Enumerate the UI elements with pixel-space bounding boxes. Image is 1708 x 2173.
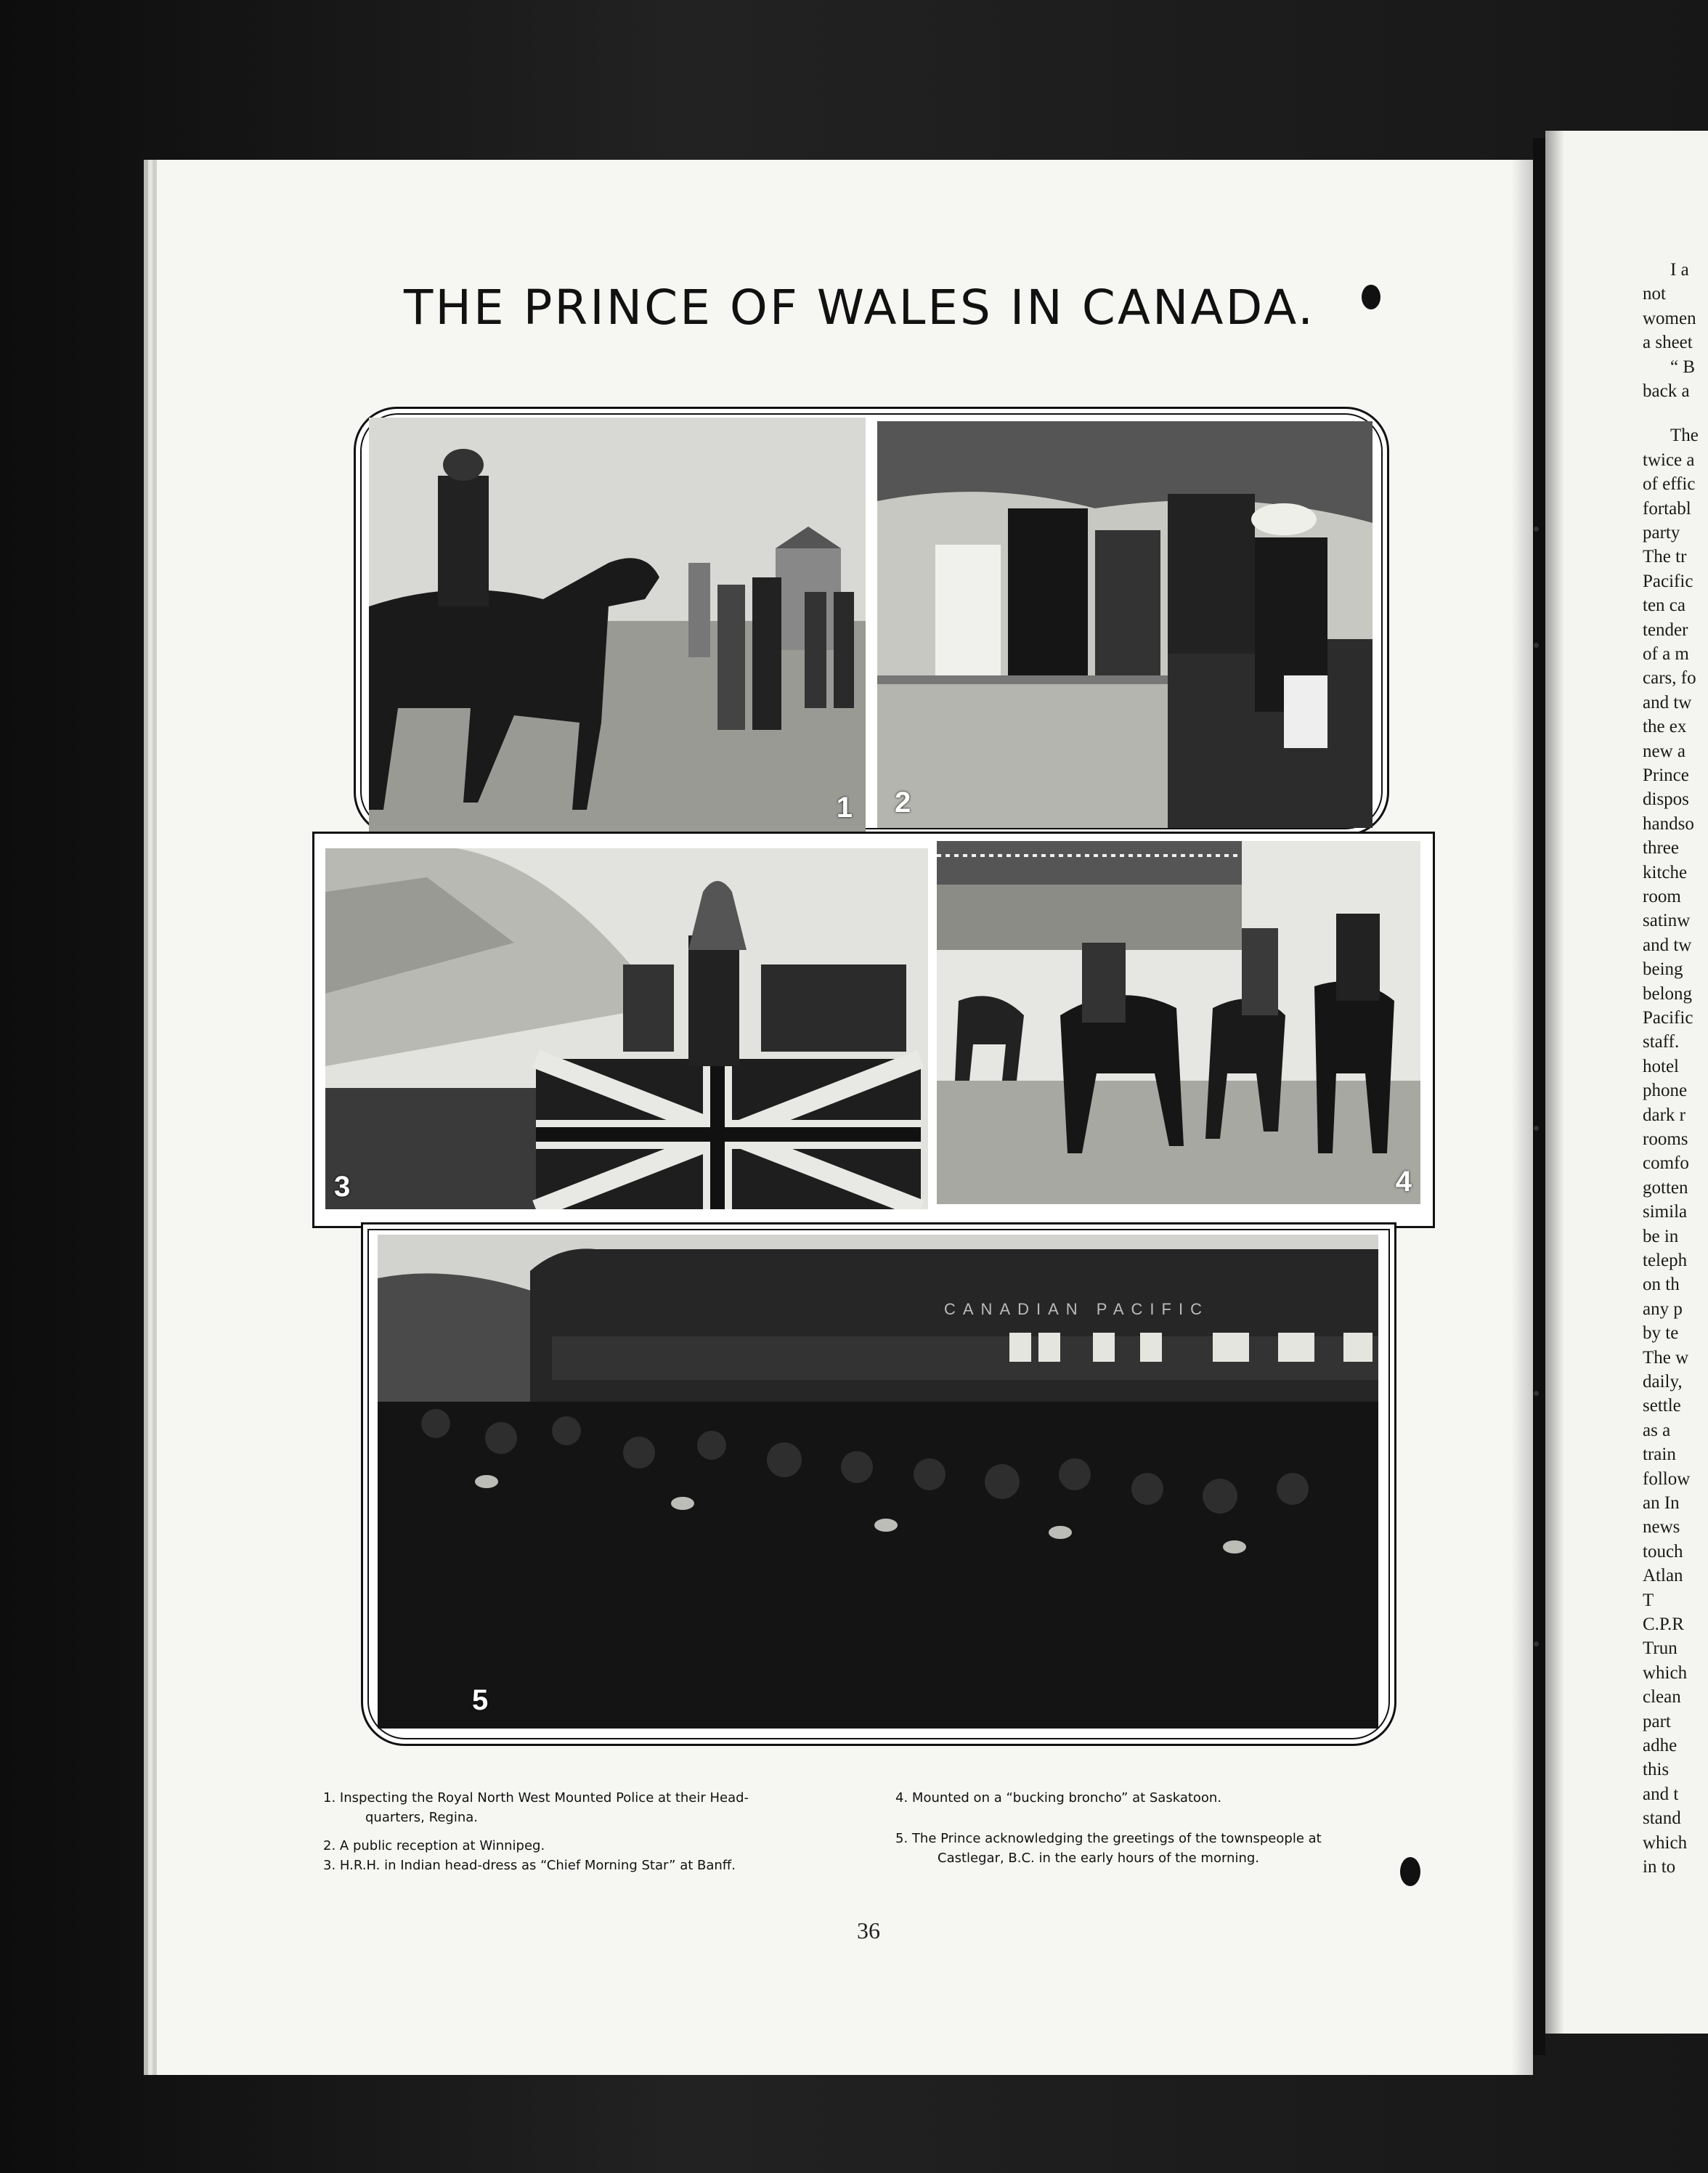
facing-page-line: as a <box>1643 1420 1671 1440</box>
caption-1-number: 1. <box>323 1790 336 1806</box>
facing-page-line: twice a <box>1643 450 1695 470</box>
facing-page-line: stand <box>1643 1808 1681 1829</box>
caption-5-line-1: The Prince acknowledging the greetings of the townspeople at <box>911 1831 1322 1846</box>
caption-2-text: A public reception at Winnipeg. <box>339 1838 545 1853</box>
facing-page-line: three <box>1643 838 1679 858</box>
photo-5-train-crowd <box>378 1235 1378 1729</box>
ink-blot <box>1400 1857 1420 1886</box>
facing-page-line: room <box>1643 887 1681 906</box>
facing-page-line: “ B <box>1670 357 1696 377</box>
caption-2-number: 2. <box>323 1838 336 1853</box>
facing-page-line: fortabl <box>1643 498 1691 519</box>
caption-1 <box>323 1788 875 1827</box>
facing-page-line: staff. <box>1643 1032 1680 1052</box>
caption-5 <box>895 1829 1447 1868</box>
facing-page-line: being <box>1643 959 1683 980</box>
margin-mark <box>1534 1126 1539 1131</box>
caption-4 <box>895 1788 1440 1808</box>
facing-page-line: which <box>1643 1832 1688 1853</box>
facing-page-line: this <box>1643 1760 1670 1780</box>
facing-page-line: women <box>1643 308 1696 328</box>
ink-blot <box>1362 285 1380 309</box>
caption-3 <box>323 1856 875 1875</box>
facing-page-line: Atlan <box>1643 1566 1683 1586</box>
facing-page-line: Pacific <box>1643 571 1693 591</box>
photo-1-number: 1 <box>836 792 853 824</box>
facing-page-line: train <box>1643 1445 1676 1465</box>
facing-page-line: news <box>1643 1517 1680 1538</box>
facing-page-line: cars, fo <box>1643 668 1696 689</box>
margin-mark <box>1534 643 1539 648</box>
facing-page-line: and tw <box>1643 692 1692 712</box>
caption-4-number: 4. <box>895 1790 908 1806</box>
margin-mark <box>1534 1641 1539 1646</box>
photo-4-bucking-broncho <box>937 841 1420 1204</box>
facing-page-line: C.P.R <box>1643 1614 1684 1634</box>
facing-page-line: simila <box>1643 1202 1688 1222</box>
page-title: THE PRINCE OF WALES IN CANADA. <box>404 280 1316 336</box>
caption-4-text: Mounted on a “bucking broncho” at Saskatoon. <box>911 1790 1222 1806</box>
facing-page-line: clean <box>1643 1687 1681 1707</box>
caption-1-line-2: quarters, Regina. <box>365 1810 478 1825</box>
photo-2-public-reception <box>877 421 1372 828</box>
train-lettering: CANADIAN PACIFIC <box>944 1300 1209 1318</box>
photo-2-number: 2 <box>895 787 911 819</box>
facing-page-line: settle <box>1643 1396 1681 1416</box>
facing-page-line: tender <box>1643 620 1688 640</box>
facing-page-line: hotel <box>1643 1056 1679 1076</box>
caption-3-text: H.R.H. in Indian head-dress as “Chief Morning Star” at Banff. <box>339 1858 736 1873</box>
facing-page-line: of effic <box>1643 474 1696 495</box>
page-number: 36 <box>857 1917 880 1943</box>
photo-5-number: 5 <box>472 1684 489 1716</box>
facing-page-line: phone <box>1643 1081 1688 1101</box>
facing-page-line: and t <box>1643 1784 1679 1804</box>
facing-page-line: satinw <box>1643 911 1691 931</box>
photo-3-number: 3 <box>334 1171 351 1203</box>
facing-page-line: a sheet <box>1643 333 1693 353</box>
facing-page-line: which <box>1643 1662 1688 1683</box>
facing-page-line: Prince <box>1643 765 1689 785</box>
facing-page-line: back a <box>1643 381 1690 401</box>
margin-mark <box>1534 1391 1539 1396</box>
facing-page-line: on th <box>1643 1275 1680 1295</box>
page-gutter <box>1533 138 1545 2055</box>
caption-5-line-2: Castlegar, B.C. in the early hours of the morning. <box>938 1851 1260 1866</box>
facing-page-line: touch <box>1643 1541 1683 1561</box>
facing-page-line: belong <box>1643 983 1693 1004</box>
facing-page-line: Trun <box>1643 1638 1678 1659</box>
facing-page-line: dark r <box>1643 1105 1685 1125</box>
facing-page-line: any p <box>1643 1299 1683 1319</box>
caption-5-number: 5. <box>895 1831 908 1846</box>
facing-page-line: an In <box>1643 1493 1680 1513</box>
caption-1-line-1: Inspecting the Royal North West Mounted Police at their Head- <box>339 1790 749 1806</box>
photo-1-mounted-police <box>369 418 866 833</box>
facing-page-line: T <box>1643 1590 1654 1610</box>
facing-page-line: The w <box>1643 1347 1689 1368</box>
facing-page-line: rooms <box>1643 1129 1688 1149</box>
facing-page-line: The <box>1670 426 1699 446</box>
facing-page-line: ten ca <box>1643 596 1685 616</box>
photo-3-chief-morning-star <box>325 848 928 1209</box>
facing-page-line: and tw <box>1643 935 1692 955</box>
facing-page-line: comfo <box>1643 1153 1689 1174</box>
facing-page-line: kitche <box>1643 862 1688 882</box>
facing-page-line: by te <box>1643 1323 1679 1344</box>
photo-4-number: 4 <box>1395 1166 1412 1198</box>
caption-2 <box>323 1836 875 1856</box>
facing-page-line: I a <box>1670 260 1689 280</box>
margin-mark <box>1534 527 1539 532</box>
facing-page-line: the ex <box>1643 717 1687 737</box>
facing-page-line: of a m <box>1643 644 1689 664</box>
facing-page-line: daily, <box>1643 1372 1683 1392</box>
facing-page-line: in to <box>1643 1857 1676 1877</box>
facing-page-line: Pacific <box>1643 1008 1693 1028</box>
facing-page-line: gotten <box>1643 1177 1688 1198</box>
facing-page-line: follow <box>1643 1469 1691 1489</box>
facing-page-line: new a <box>1643 741 1685 761</box>
facing-page-line: adhe <box>1643 1736 1678 1755</box>
caption-3-number: 3. <box>323 1858 336 1873</box>
facing-page-line: be in <box>1643 1226 1679 1246</box>
facing-page-line: party <box>1643 523 1680 543</box>
facing-page-line: not <box>1643 284 1666 304</box>
facing-page-line: teleph <box>1643 1251 1688 1270</box>
facing-page-line: part <box>1643 1711 1671 1731</box>
facing-page-line: handso <box>1643 813 1694 834</box>
facing-page-line: The tr <box>1643 547 1687 567</box>
facing-page-line: dispos <box>1643 789 1689 810</box>
